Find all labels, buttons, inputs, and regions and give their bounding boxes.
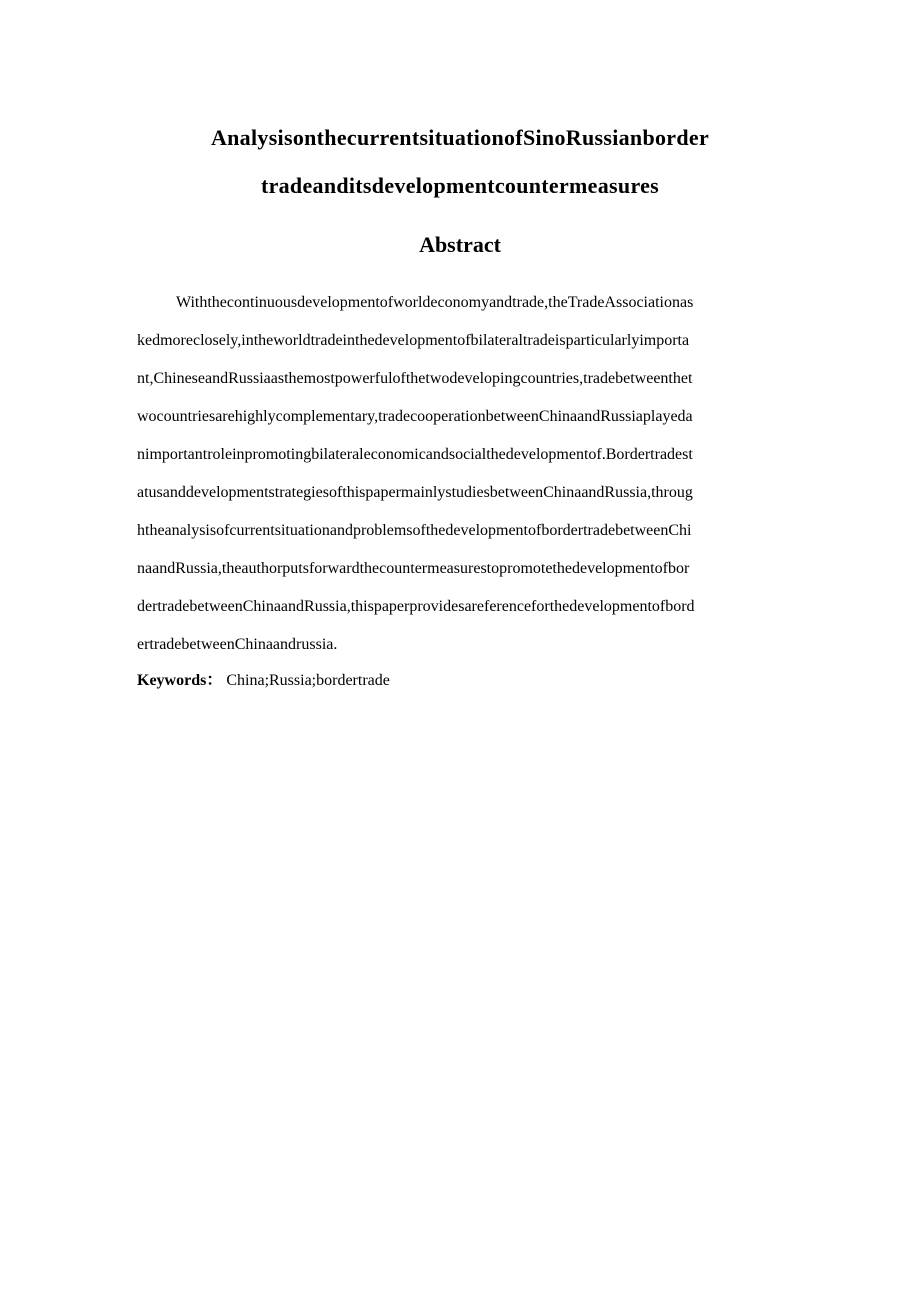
abstract-line-10: ertradebetweenChinaandrussia. (137, 636, 338, 653)
abstract-line-6: atusanddevelopmentstrategiesofthispapermainlystudiesbetweenChinaandRussia,throug (137, 484, 693, 501)
abstract-line-5: nimportantroleinpromotingbilateraleconomicandsocialthedevelopmentof.Bordertradest (137, 446, 693, 463)
abstract-line-8: naandRussia,theauthorputsforwardthecountermeasurestopromotethedevelopmentofbor (137, 560, 690, 577)
keywords-value: China;Russia;bordertrade (226, 672, 390, 689)
abstract-line-2: kedmoreclosely,intheworldtradeinthedevelopmentofbilateraltradeisparticularlyimporta (137, 332, 690, 349)
abstract-line-7: htheanalysisofcurrentsituationandproblemsofthedevelopmentofbordertradebetweenChi (137, 522, 692, 539)
document-title-line-1: AnalysisonthecurrentsituationofSinoRussianborder (210, 125, 710, 150)
abstract-heading: Abstract (419, 232, 501, 257)
keywords-line (137, 670, 390, 692)
abstract-line-1: Withthecontinuousdevelopmentofworldeconomyandtrade,theTradeAssociationas (176, 294, 694, 311)
abstract-line-9: dertradebetweenChinaandRussia,thispaperprovidesareferenceforthedevelopmentofbord (137, 598, 695, 615)
abstract-line-3: nt,ChineseandRussiaasthemostpowerfulofthetwodevelopingcountries,tradebetweenthet (137, 370, 693, 387)
abstract-line-4: wocountriesarehighlycomplementary,tradecooperationbetweenChinaandRussiaplayeda (137, 408, 693, 425)
keywords-label: Keywords： (137, 672, 223, 689)
document-title-line-2: tradeanditsdevelopmentcountermeasures (260, 173, 660, 198)
